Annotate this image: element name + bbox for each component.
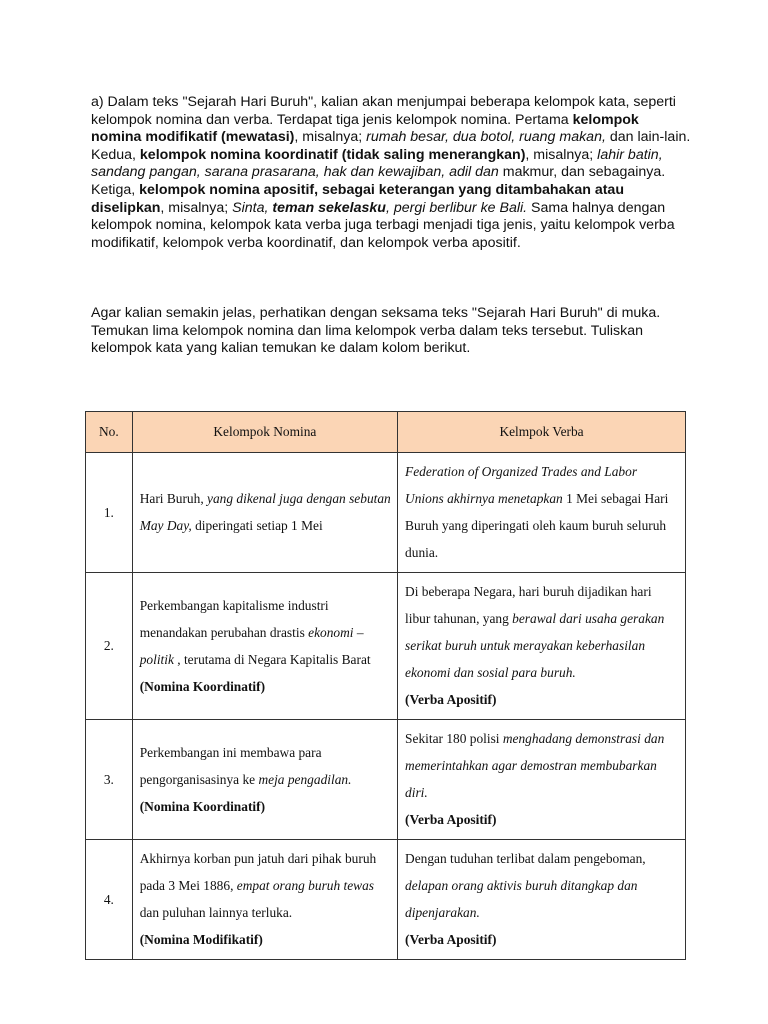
header-no: No. <box>86 412 133 453</box>
header-kelompok-verba: Kelmpok Verba <box>398 412 686 453</box>
row-number: 2. <box>86 573 133 720</box>
nomina-text: Perkembangan kapitalisme industri menandakan perubahan drastis ekonomi – politik , terutama di Negara Kapitalis Barat <box>139 597 371 667</box>
verba-cell <box>398 840 686 960</box>
verba-cell <box>398 453 686 573</box>
table-row <box>86 453 686 573</box>
verba-text: Federation of Organized Trades and Labor Unions akhirnya menetapkan 1 Mei sebagai Hari Buruh yang diperingati oleh kaum buruh seluruh dunia. <box>405 464 669 560</box>
verba-label: (Verba Apositif) <box>405 932 497 947</box>
verba-label: (Verba Apositif) <box>405 812 497 827</box>
nomina-text: Perkembangan ini membawa para pengorganisasinya ke meja pengadilan. <box>139 744 352 787</box>
table-row <box>86 720 686 840</box>
table-row <box>86 573 686 720</box>
verba-label: (Verba Apositif) <box>405 692 497 707</box>
word-group-table <box>85 411 686 960</box>
nomina-label: (Nomina Koordinatif) <box>139 798 266 814</box>
table-header-row <box>86 412 686 453</box>
nomina-text: Akhirnya korban pun jatuh dari pihak buruh pada 3 Mei 1886, empat orang buruh tewas dan puluhan lainnya terluka. <box>139 851 377 920</box>
nomina-cell <box>132 453 397 573</box>
row-number: 3. <box>86 720 133 840</box>
instruction-paragraph: Agar kalian semakin jelas, perhatikan dengan seksama teks "Sejarah Hari Buruh" di muka. Temukan lima kelompok nomina dan lima kelompok verba dalam teks tersebut. Tuliskan kelompok kata yang kalian temukan ke dalam kolom berikut. <box>91 305 661 357</box>
nomina-cell <box>132 720 397 840</box>
verba-cell <box>398 720 686 840</box>
verba-text: Sekitar 180 polisi menghadang demonstrasi dan memerintahkan agar demostran membubarkan diri. <box>405 731 665 800</box>
table-row <box>86 840 686 960</box>
header-kelompok-nomina: Kelompok Nomina <box>132 412 397 453</box>
row-number: 4. <box>86 840 133 960</box>
nomina-text: Hari Buruh, yang dikenal juga dengan sebutan May Day, diperingati setiap 1 Mei <box>139 491 391 533</box>
intro-paragraph: a) Dalam teks "Sejarah Hari Buruh", kalian akan menjumpai beberapa kelompok kata, seperti kelompok nomina dan verba. Terdapat tiga jenis kelompok nomina. Pertama kelompok nomina modifikatif (mewatasi), misalnya; rumah besar, dua botol, ruang makan, dan lain-lain. Kedua, kelompok nomina koordinatif (tidak saling menerangkan), misalnya; lahir batin, sandang pangan, sarana prasarana, hak dan kewajiban, adil dan makmur, dan sebagainya. Ketiga, kelompok nomina apositif, sebagai keterangan yang ditambahakan atau diselipkan, misalnya; Sinta, teman sekelasku, pergi berlibur ke Bali. Sama halnya dengan kelompok nomina, kelompok kata verba juga terbagi menjadi tiga jenis, yaitu kelompok verba modifikatif, kelompok verba koordinatif, dan kelompok verba apositif. <box>91 94 691 251</box>
nomina-label: (Nomina Koordinatif) <box>139 678 266 694</box>
nomina-cell <box>132 573 397 720</box>
nomina-label: (Nomina Modifikatif) <box>139 932 263 947</box>
row-number: 1. <box>86 453 133 573</box>
nomina-cell <box>132 840 397 960</box>
verba-cell <box>398 573 686 720</box>
verba-text: Dengan tuduhan terlibat dalam pengeboman, delapan orang aktivis buruh ditangkap dan dipenjarakan. <box>405 851 646 920</box>
verba-text: Di beberapa Negara, hari buruh dijadikan hari libur tahunan, yang berawal dari usaha gerakan serikat buruh untuk merayakan keberhasilan ekonomi dan sosial para buruh. <box>405 584 665 680</box>
